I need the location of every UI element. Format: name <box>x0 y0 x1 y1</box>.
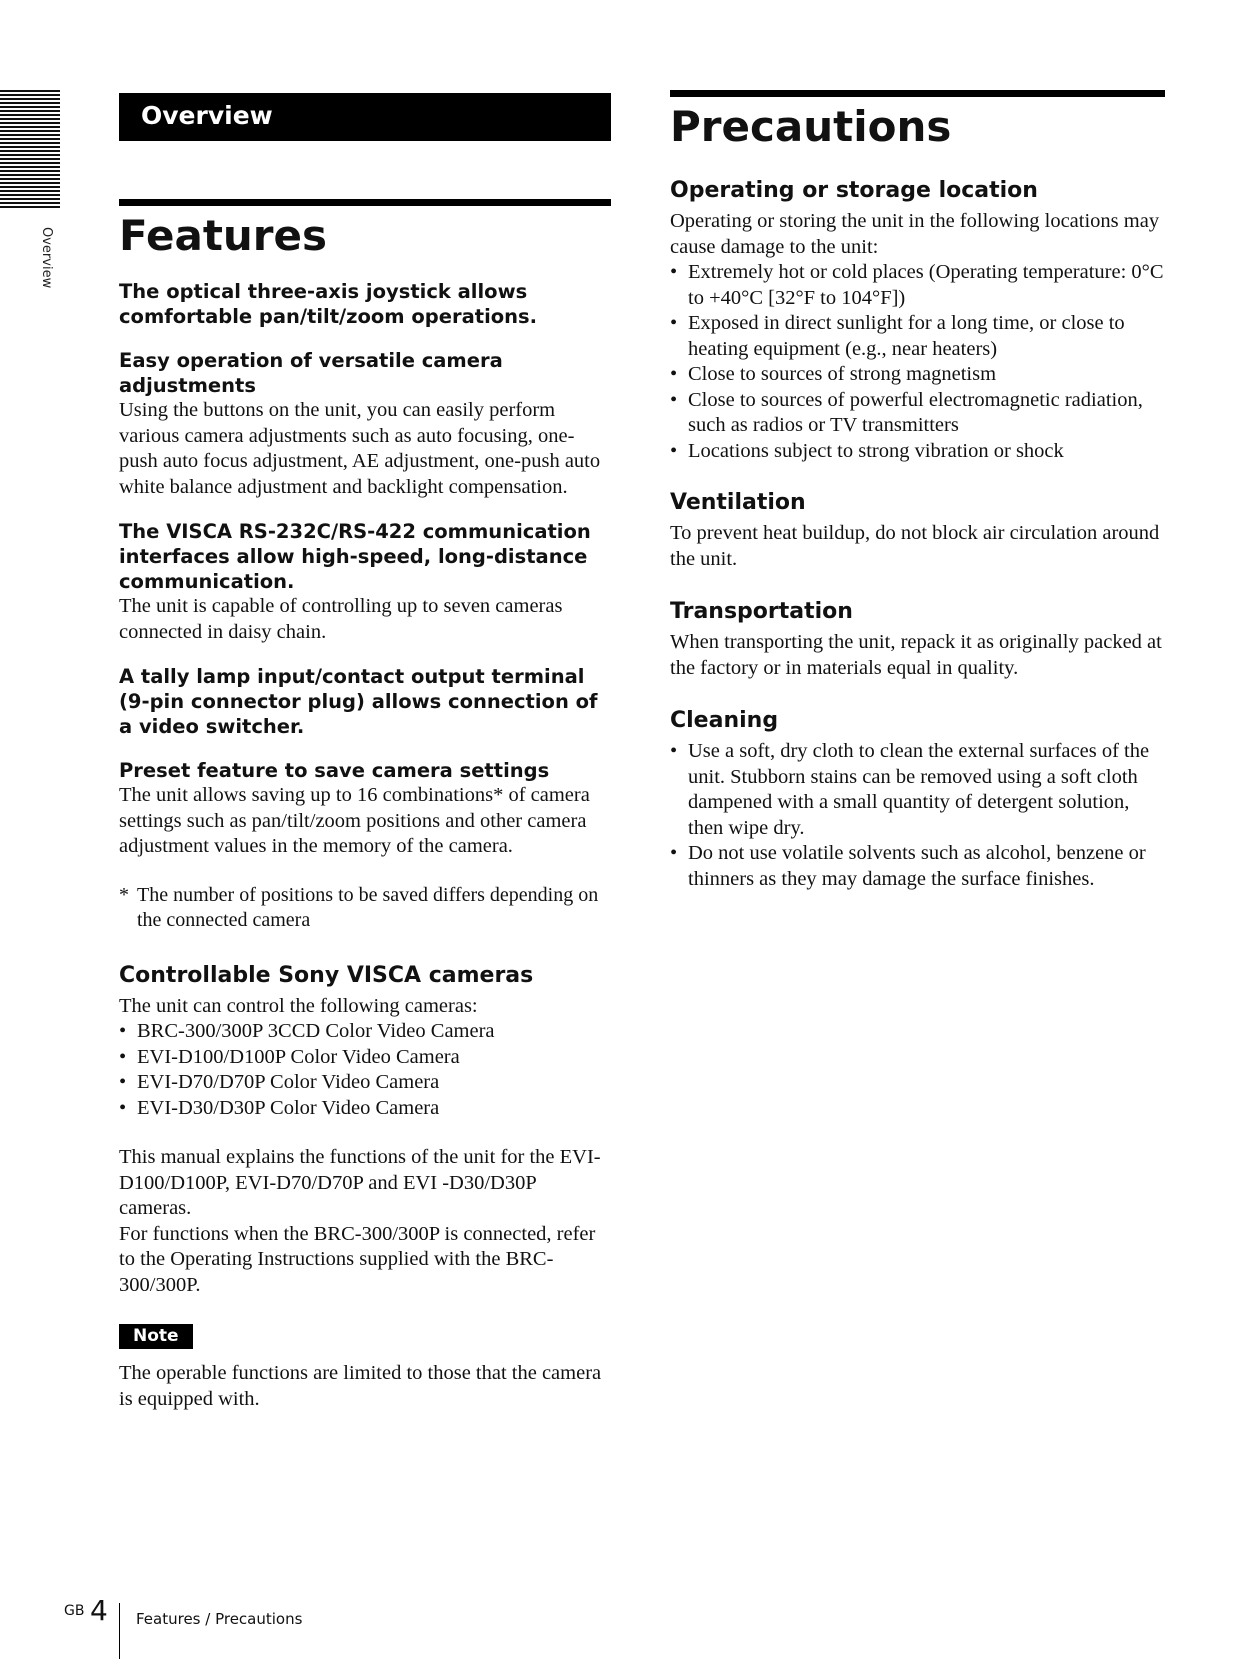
feature-visca-heading: The VISCA RS-232C/RS-422 communication interfaces allow high-speed, long-distance communication. <box>119 520 591 594</box>
cameras-para-brc: For functions when the BRC-300/300P is connected, refer to the Operating Instructions supplied with the BRC-300/300P. <box>119 1222 596 1296</box>
list-item: • EVI-D30/D30P Color Video Camera <box>119 1096 611 1122</box>
list-item: • Extremely hot or cold places (Operating temperature: 0°C to +40°C [32°F to 104°F]) <box>670 260 1165 311</box>
cleaning-list <box>670 739 1165 892</box>
list-item: • Exposed in direct sunlight for a long time, or close to heating equipment (e.g., near heaters) <box>670 311 1165 362</box>
cleaning-heading: Cleaning <box>670 708 779 734</box>
features-rule <box>119 199 611 206</box>
cameras-list <box>119 1019 611 1121</box>
transportation-heading: Transportation <box>670 599 853 625</box>
cameras-para-manual: This manual explains the functions of the unit for the EVI-D100/D100P, EVI-D70/D70P and EVI -D30/D30P cameras. <box>119 1146 601 1220</box>
feature-visca-body: The unit is capable of controlling up to seven cameras connected in daisy chain. <box>119 595 563 643</box>
footer-region: GB <box>64 1603 85 1619</box>
transportation-body: When transporting the unit, repack it as originally packed at the factory or in materials equal in quality. <box>670 631 1162 679</box>
cameras-heading: Controllable Sony VISCA cameras <box>119 962 534 988</box>
location-intro: Operating or storing the unit in the following locations may cause damage to the unit: <box>670 210 1160 258</box>
footer-divider <box>119 1603 120 1659</box>
feature-joystick-heading: The optical three-axis joystick allows comfortable pan/tilt/zoom operations. <box>119 280 538 329</box>
feature-tally-heading: A tally lamp input/contact output terminal (9-pin connector plug) allows connection of a video switcher. <box>119 665 598 739</box>
list-item: • Close to sources of powerful electromagnetic radiation, such as radios or TV transmitters <box>670 388 1165 439</box>
location-heading: Operating or storage location <box>670 178 1038 204</box>
feature-adjustments-body: Using the buttons on the unit, you can easily perform various camera adjustments such as auto focusing, one-push auto focus adjustment, AE adjustment, one-push auto white balance adjustment and backlight compensation. <box>119 399 601 498</box>
features-title: Features <box>119 211 327 260</box>
note-badge: Note <box>119 1324 193 1349</box>
right-column <box>670 90 1165 892</box>
ventilation-body: To prevent heat buildup, do not block air circulation around the unit. <box>670 522 1160 570</box>
note-text: The operable functions are limited to those that the camera is equipped with. <box>119 1362 602 1410</box>
precautions-rule <box>670 90 1165 97</box>
list-item: • Do not use volatile solvents such as alcohol, benzene or thinners as they may damage the surface finishes. <box>670 841 1165 892</box>
page-footer <box>64 1594 464 1661</box>
side-tab-stripes <box>0 90 60 208</box>
footnote-text: The number of positions to be saved differs depending on the connected camera <box>137 883 599 932</box>
list-item: • Use a soft, dry cloth to clean the external surfaces of the unit. Stubborn stains can be removed using a soft cloth dampened with a small quantity of detergent solution, then wipe dry. <box>670 739 1165 841</box>
footer-title: Features / Precautions <box>136 1610 303 1628</box>
precautions-title: Precautions <box>670 102 952 151</box>
side-tab-label: Overview <box>39 227 54 289</box>
list-item: • Locations subject to strong vibration or shock <box>670 439 1165 465</box>
feature-adjustments-heading: Easy operation of versatile camera adjustments <box>119 349 503 398</box>
list-item: • EVI-D70/D70P Color Video Camera <box>119 1070 611 1096</box>
feature-preset-heading: Preset feature to save camera settings <box>119 759 550 783</box>
left-column <box>119 93 611 1412</box>
section-bar: Overview <box>119 93 611 141</box>
list-item: • EVI-D100/D100P Color Video Camera <box>119 1045 611 1071</box>
ventilation-heading: Ventilation <box>670 490 806 516</box>
footnote-mark: * <box>119 883 129 906</box>
preset-footnote <box>119 883 611 934</box>
list-item: • Close to sources of strong magnetism <box>670 362 1165 388</box>
cameras-intro: The unit can control the following cameras: <box>119 994 478 1017</box>
page-number: 4 <box>90 1594 108 1627</box>
feature-preset-body: The unit allows saving up to 16 combinations* of camera settings such as pan/tilt/zoom positions and other camera adjustment values in the memory of the camera. <box>119 784 590 858</box>
list-item: • BRC-300/300P 3CCD Color Video Camera <box>119 1019 611 1045</box>
location-list <box>670 260 1165 464</box>
